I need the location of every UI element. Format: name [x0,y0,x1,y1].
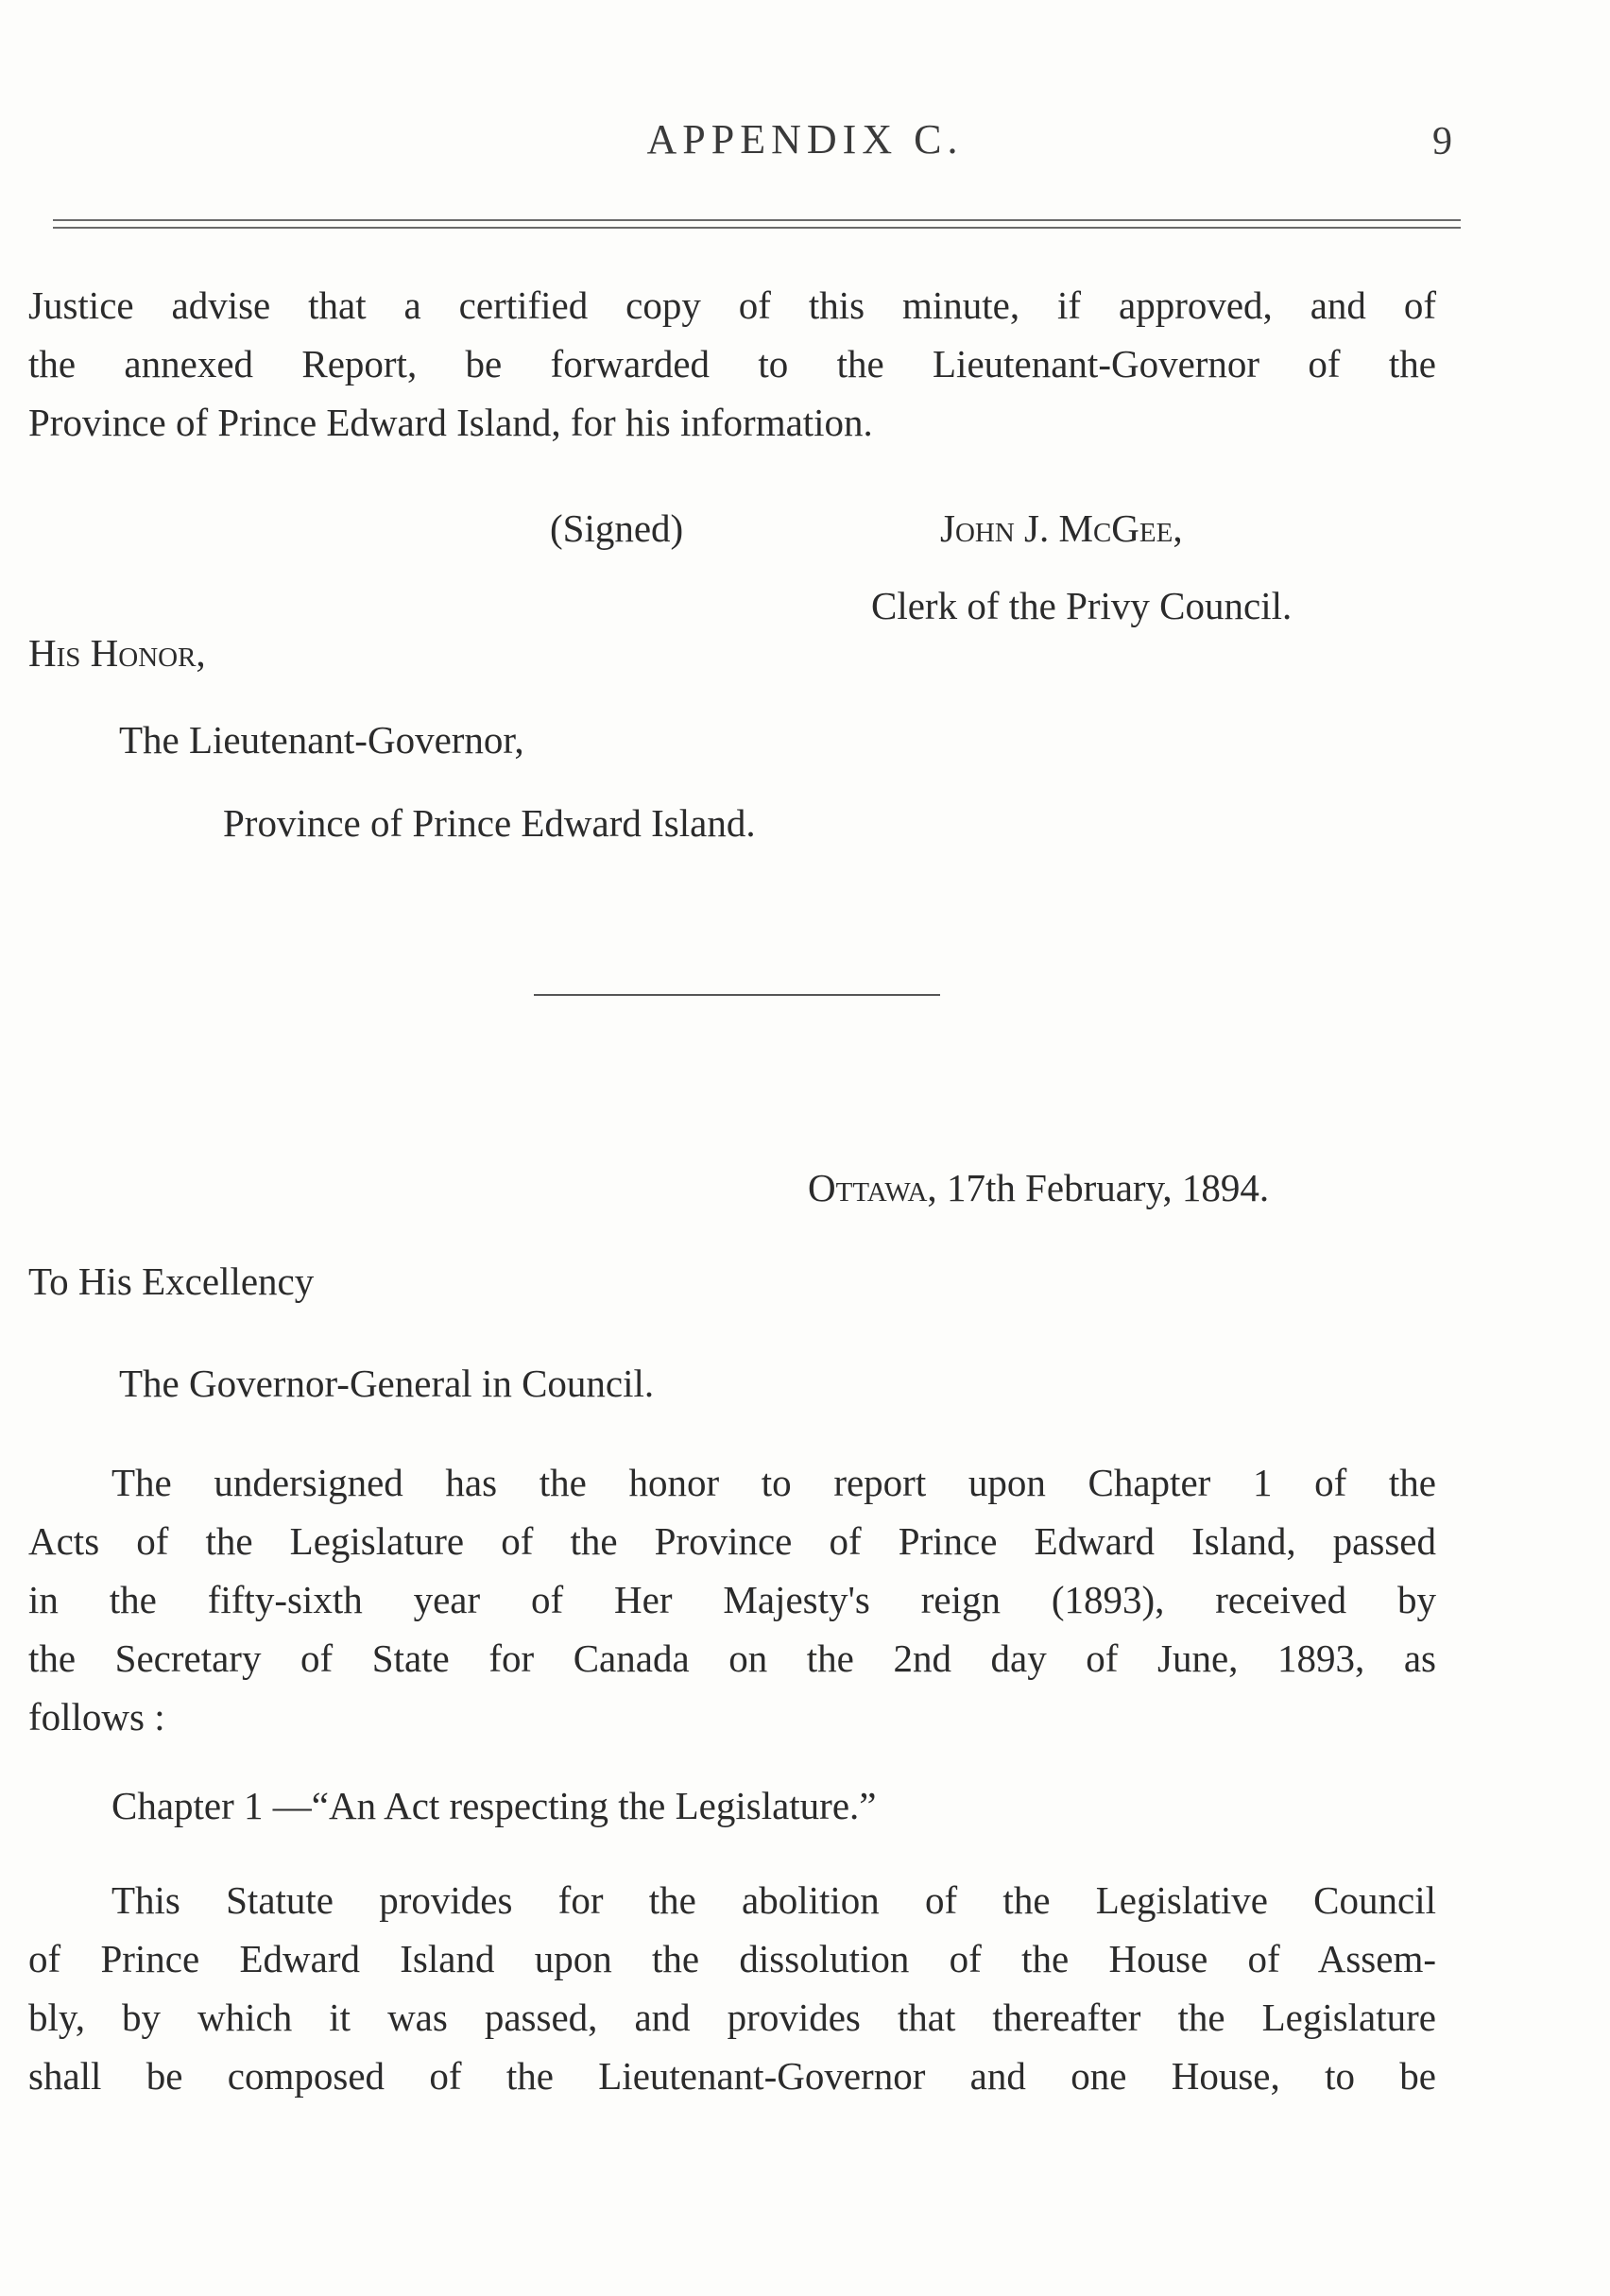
running-header: APPENDIX C. [646,116,964,163]
header-rule-top [53,219,1461,221]
report-line-5: follows : [28,1695,165,1739]
salutation-line-2: The Governor-General in Council. [119,1362,655,1405]
section-divider [534,994,940,996]
salutation-line-1: To His Excellency [28,1259,315,1303]
dateline-place: Ottawa, [808,1166,937,1209]
statute-line-4: shall be composed of the Lieutenant-Governor and one House, to be [28,2054,1436,2098]
report-line-1: The undersigned has the honor to report upon Chapter 1 of the [111,1461,1436,1504]
chapter-title-line: Chapter 1 —“An Act respecting the Legislature.” [111,1784,877,1827]
addressee-line-3: Province of Prince Edward Island. [223,801,756,845]
report-line-4: the Secretary of State for Canada on the 2nd day of June, 1893, as [28,1636,1436,1680]
report-line-2: Acts of the Legislature of the Province of Prince Edward Island, passed [28,1519,1436,1563]
signatory-title: Clerk of the Privy Council. [871,584,1293,627]
opening-line-3: Province of Prince Edward Island, for his information. [28,401,873,444]
opening-line-1: Justice advise that a certified copy of this minute, if approved, and of [28,283,1436,327]
statute-line-1: This Statute provides for the abolition of the Legislative Council [111,1878,1436,1922]
dateline-date: 17th February, 1894. [946,1166,1270,1209]
report-line-3: in the fifty-sixth year of Her Majesty's reign (1893), received by [28,1578,1436,1621]
opening-line-2: the annexed Report, be forwarded to the Lieutenant-Governor of the [28,342,1436,386]
statute-line-3: bly, by which it was passed, and provides that thereafter the Legislature [28,1996,1436,2039]
header-rule-bottom [53,227,1461,229]
page-number: 9 [1432,120,1452,163]
dateline [808,1158,1269,1217]
signatory-name: John J. McGee, [940,506,1183,550]
addressee-line-1: His Honor, [28,631,206,675]
addressee-line-2: The Lieutenant-Governor, [119,718,524,762]
signed-label: (Signed) [550,506,684,550]
statute-line-2: of Prince Edward Island upon the dissolution of the House of Assem- [28,1937,1436,1980]
